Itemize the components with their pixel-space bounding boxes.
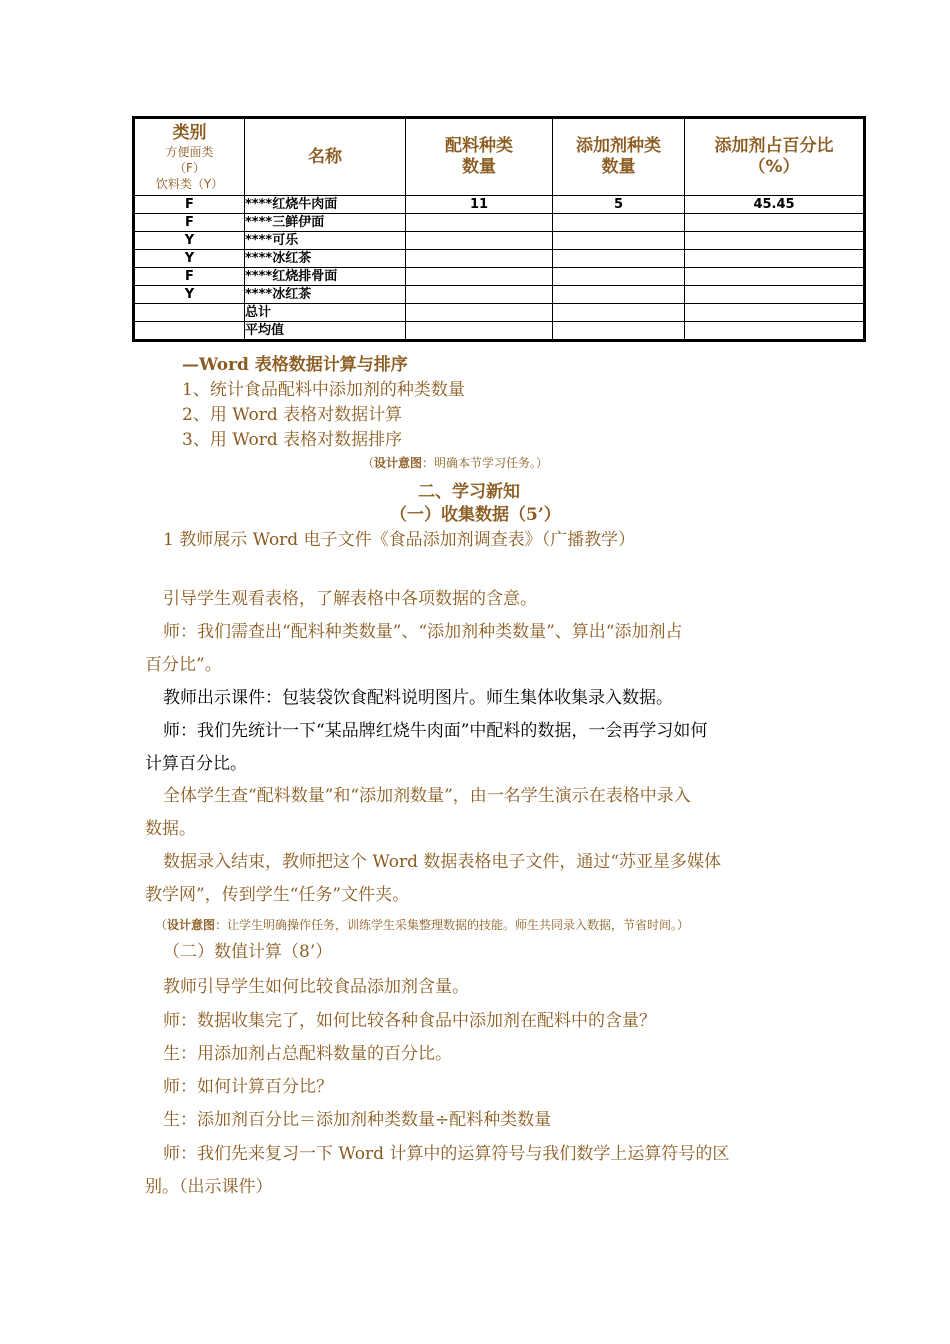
cell-additives — [553, 232, 685, 250]
header-name: 名称 — [245, 118, 406, 196]
cell-additives — [553, 268, 685, 286]
table-total-row — [134, 304, 865, 322]
table-row — [134, 196, 865, 214]
paragraph-continuation: 数据。 — [145, 819, 196, 839]
cell-percent — [685, 232, 865, 250]
objective-item: 1、统计食品配料中添加剂的种类数量 — [182, 380, 465, 400]
section-title: 二、学习新知 — [418, 482, 520, 502]
cell-ingredients — [406, 214, 553, 232]
cell-percent: 45.45 — [685, 196, 865, 214]
paragraph: 师：我们先来复习一下 Word 计算中的运算符号与我们数学上运算符号的区 — [163, 1144, 730, 1164]
paragraph: 师：我们先统计一下“某品牌红烧牛肉面”中配料的数据，一会再学习如何 — [163, 721, 708, 741]
paragraph-continuation: 别。（出示课件） — [145, 1177, 273, 1197]
lesson-heading: —Word 表格数据计算与排序 — [182, 355, 408, 375]
cell-empty — [134, 304, 245, 322]
cell-name: ****三鲜伊面 — [245, 214, 406, 232]
design-intent-note: （设计意图：明确本节学习任务。） — [362, 456, 549, 470]
cell-empty — [406, 304, 553, 322]
cell-empty — [134, 322, 245, 341]
paragraph: 师：数据收集完了，如何比较各种食品中添加剂在配料中的含量？ — [163, 1011, 656, 1031]
cell-name: ****红烧排骨面 — [245, 268, 406, 286]
paragraph: 引导学生观看表格，了解表格中各项数据的含意。 — [163, 589, 537, 609]
cell-additives — [553, 286, 685, 304]
objective-item: 3、用 Word 表格对数据排序 — [182, 430, 403, 450]
food-additive-table — [132, 116, 866, 342]
cell-empty — [685, 322, 865, 341]
paragraph: 生：用添加剂占总配料数量的百分比。 — [163, 1044, 452, 1064]
table-row — [134, 232, 865, 250]
cell-ingredients — [406, 286, 553, 304]
paragraph: 师：如何计算百分比？ — [163, 1077, 333, 1097]
cell-percent — [685, 214, 865, 232]
cell-empty — [553, 304, 685, 322]
table-row — [134, 250, 865, 268]
table-row — [134, 214, 865, 232]
cell-empty — [685, 304, 865, 322]
table-row — [134, 286, 865, 304]
cell-ingredients — [406, 268, 553, 286]
cell-category: F — [134, 214, 245, 232]
cell-additives: 5 — [553, 196, 685, 214]
cell-ingredients — [406, 250, 553, 268]
header-percent: 添加剂占百分比 （%） — [685, 118, 865, 196]
paragraph: 教师引导学生如何比较食品添加剂含量。 — [163, 977, 469, 997]
cell-percent — [685, 268, 865, 286]
paragraph: 全体学生查“配料数量”和“添加剂数量”，由一名学生演示在表格中录入 — [163, 786, 691, 806]
paragraph-continuation: 计算百分比。 — [145, 754, 247, 774]
paragraph: 师：我们需查出“配料种类数量”、“添加剂种类数量”、算出“添加剂占 — [163, 622, 683, 642]
table-average-row — [134, 322, 865, 341]
cell-additives — [553, 214, 685, 232]
paragraph: 数据录入结束，教师把这个 Word 数据表格电子文件，通过“苏亚星多媒体 — [163, 852, 722, 872]
table-row — [134, 268, 865, 286]
paragraph: 生：添加剂百分比＝添加剂种类数量÷配料种类数量 — [163, 1110, 552, 1130]
average-label: 平均值 — [245, 322, 406, 341]
header-additives: 添加剂种类 数量 — [553, 118, 685, 196]
cell-category: Y — [134, 232, 245, 250]
cell-percent — [685, 286, 865, 304]
cell-percent — [685, 250, 865, 268]
paragraph-continuation: 教学网”，传到学生“任务”文件夹。 — [145, 885, 410, 905]
cell-additives — [553, 250, 685, 268]
paragraph-continuation: 百分比”。 — [145, 655, 222, 675]
header-ingredients: 配料种类 数量 — [406, 118, 553, 196]
cell-name: ****红烧牛肉面 — [245, 196, 406, 214]
total-label: 总计 — [245, 304, 406, 322]
table-header-row — [134, 118, 865, 196]
cell-category: Y — [134, 286, 245, 304]
cell-category: F — [134, 268, 245, 286]
paragraph: 1 教师展示 Word 电子文件《食品添加剂调查表》（广播教学） — [163, 530, 636, 550]
cell-category: F — [134, 196, 245, 214]
cell-name: ****冰红茶 — [245, 286, 406, 304]
objective-item: 2、用 Word 表格对数据计算 — [182, 405, 403, 425]
cell-name: ****冰红茶 — [245, 250, 406, 268]
cell-empty — [406, 322, 553, 341]
cell-name: ****可乐 — [245, 232, 406, 250]
cell-ingredients: 11 — [406, 196, 553, 214]
subsection-title: （一）收集数据（5’） — [390, 505, 561, 525]
header-category: 类别 方便面类 （F） 饮料类（Y） — [134, 118, 245, 196]
cell-category: Y — [134, 250, 245, 268]
cell-ingredients — [406, 232, 553, 250]
cell-empty — [553, 322, 685, 341]
paragraph: 教师出示课件：包装袋饮食配料说明图片。师生集体收集录入数据。 — [163, 688, 673, 708]
subsection-title: （二）数值计算（8’） — [163, 942, 333, 962]
design-intent-note: （设计意图：让学生明确操作任务，训练学生采集整理数据的技能。师生共同录入数据，节省时间。） — [155, 918, 690, 932]
